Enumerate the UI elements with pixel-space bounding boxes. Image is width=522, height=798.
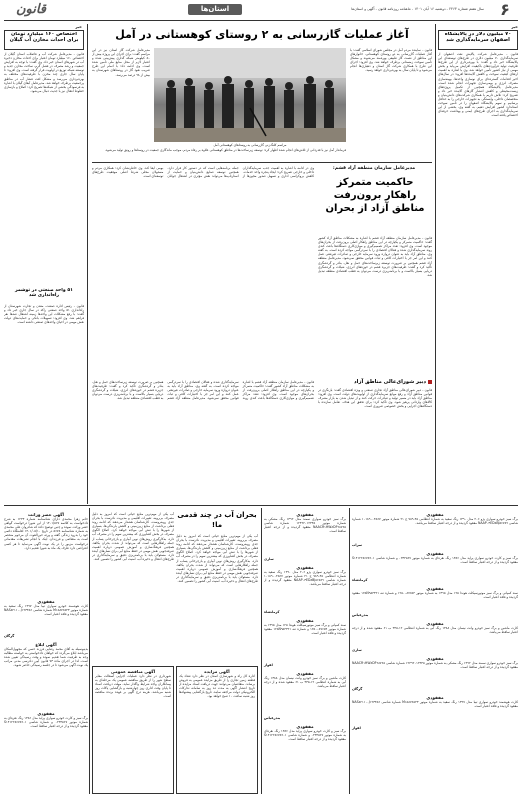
gas-pipeline-ceremony-photo	[154, 48, 346, 142]
lost-city: کرمانشاه	[264, 610, 280, 614]
lost-city: ساری	[264, 557, 274, 561]
masthead-rule	[4, 20, 518, 21]
lost-item: برگ سبز خودرو سواری سمند مدل ۱۳۹۲ رنگ مشکی به شماره موتور ۱۲۴۹۲۰۱۲۳۴۵ شماره شاسی NAACR۱HW۸DF۹۸۷۶۵ مفقود گردیده و از درجه اعتبار ساقط است.	[352, 661, 518, 670]
lost-city: بندرعباس	[264, 716, 281, 720]
main-story-title: آغاز عملیات گازرسانی به ۲ روستای کوهستانی در آمل	[115, 28, 409, 41]
essay-body-continued: آب یکی از مهم‌ترین منابع حیاتی است که امروز به دلیل مصرف بی‌رویه، تغییرات اقلیمی و مدیریت نادرست با بحران جدی روبه‌روست. کارشناسان هشدار می‌دهند که ادامه روند فعلی برداشت از منابع زیرزمینی و کاهش بارندگی‌ها، بسیاری از شهرها را با تنش آبی مواجه خواهد کرد. اصلاح الگوی مصرف در بخش کشاورزی که بیشترین سهم را در مصرف آب دارد، به‌کارگیری روش‌های نوین آبیاری و بازچرخانی پساب از جمله راهکارهایی است که می‌تواند از شدت بحران بکاهد. همچنین فرهنگ‌سازی و آموزش عمومی درباره اهمیت صرفه‌جویی نقش مهمی در حفظ منابع آبی برای نسل‌های آینده دارد. مسئولان باید با برنامه‌ریزی دقیق و سرمایه‌گذاری در طرح‌های انتقال و ذخیره آب، امنیت آبی کشور را تضمین کنند.	[176, 534, 258, 584]
lost-item: برگ سبز خودرو سواری پژو ۲۰۶ مدل ۱۳۹۰ رنگ سفید به شماره انتظامی ۴۵-۷۸۹ ج ۲۱ شماره موتور ۱۰۱۸۹۰۰۴۵۶۷ شماره شاسی NAAP۰۳ED۸BJ۵۶۷۸۹ مفقود گردیده و از درجه اعتبار ساقط می‌باشد.	[264, 570, 346, 587]
lost-city: ساری	[352, 648, 362, 652]
ad-body: خانم زهرا محمدی دارای شناسنامه شماره ۱۲۳۴ به شرح دادخواست به کلاسه ۱۴۰۱/۵۶۷ از این شورا درخواست گواهی حصر وراثت نموده و چنین توضیح داده که شادروان علی محمدی به شماره شناسنامه ۵۶۷۸ در تاریخ ۱۴۰۱/۰۵/۱۰ اقامتگاه دائمی خود را بدرود زندگی گفته و ورثه حین‌الفوت آن مرحوم منحصر است به متقاضی و فرزندان. اینک با انجام تشریفات مقدماتی درخواست مزبور را در یک نوبت آگهی می‌نماید تا هر کسی اعتراضی دارد ظرف یک ماه به شورا تقدیم دارد.	[4, 517, 88, 550]
lost-item: برگ سبز خودرو سواری سمند مدل ۱۳۹۲ رنگ مشکی به شماره موتور ۱۲۴۹۲۰۱۲۳۴۵ شماره شاسی NAACR۱HW۸DF۹۸۷۶۵ مفقود گردیده و از درجه اعتبار ساقط است.	[264, 517, 346, 534]
masthead-logo: قانون	[15, 2, 46, 17]
lost-heading: مفقودی	[296, 565, 314, 570]
lost-item: کارت هوشمند خودرو سواری تیبا مدل ۱۳۹۷ رنگ سفید به شماره موتور M۱۵۸۷۶۵۴۳ شماره شاسی NAS۸۲۱۱۰۰J۱۲۳۴۵۶ مفقود گردیده و فاقد اعتبار است.	[4, 604, 88, 617]
page-mid-rule	[4, 505, 518, 506]
main-story-body-a: قانون - نماینده مردم آمل در مجلس شورای اسلامی گفت: با آغاز عملیات گازرسانی به دو روستای کوهستانی، خانوارهای این مناطق از نعمت گاز طبیعی بهره‌مند می‌شوند و مشکل تأمین سوخت زمستانی برطرف خواهد شد. وی افزود: اجرای این طرح با همکاری شرکت گاز استان و دهیاری‌ها انجام می‌شود و تا پایان سال به بهره‌برداری خواهد رسید.	[350, 48, 432, 73]
lost-item: سند کمپانی و برگ سبز موتورسیکلت هوندا ۱۲۵ مدل ۱۳۹۵ به شماره موتور ۱۲۵۰۰۸۷۶۵۴ و شماره تنه ۱۲۵N۹۵۴۳۲۱ مفقود گردیده و فاقد اعتبار است.	[264, 623, 346, 636]
lost-heading: مفقودی	[426, 586, 444, 591]
essay-title: بحران آب در چند قدمی ما!	[177, 511, 257, 529]
right-column-body: قانون - مدیرعامل شرکت پالایش نفت اصفهان از سرمایه‌گذاری ۷۰ میلیون دلاری در طرح‌های توسعه‌ای این پالایشگاه خبر داد و گفت: با بهره‌برداری از این طرح‌ها ظرفیت تولید فرآورده‌های باکیفیت افزایش می‌یابد و بخش مهمی از نیاز کشور تأمین خواهد شد. وی با اشاره به اهمیت ارتقای کیفیت سوخت و کاهش آلاینده‌ها افزود: در سال‌های اخیر اقدامات گسترده‌ای برای نوسازی واحدها، بهینه‌سازی مصرف انرژی و بومی‌سازی تجهیزات انجام شده است. مدیرعامل پالایشگاه همچنین از تکمیل پروژه‌های زیست‌محیطی و کاهش انتشار گازهای آلاینده خبر داد و تصریح کرد: تلاش داریم با همکاری شرکت‌های دانش‌بنیان و متخصصان داخلی، وابستگی به تجهیزات خارجی را به حداقل برسانیم و سهم پالایشگاه اصفهان را در تأمین سوخت استاندارد کشور افزایش دهیم. به گفته وی، بخشی از این سرمایه‌گذاری به اجرای طرح‌های ایمنی و بهداشت حرفه‌ای اختصاص یافته است.	[438, 52, 518, 118]
ad-body: اداره کل راه و شهرسازی استان در نظر دارد تعداد یک قطعه زمین تجاری را از طریق مزایده عمومی به فروش برساند. متقاضیان می‌توانند جهت دریافت اسناد مزایده از تاریخ انتشار آگهی به مدت ده روز به سامانه تدارکات الکترونیکی دولت مراجعه نمایند. تاریخ بازگشایی پیشنهادها روز شنبه ساعت ۱۰ صبح خواهد بود.	[179, 674, 255, 699]
lost-item: کارت ماشین و برگ سبز خودرو وانت نیسان مدل ۱۳۸۸ رنگ آبی به شماره انتظامی ۱۲-۳۴۵ ب ۶۱ مفقود شده و از درجه اعتبار ساقط می‌باشد.	[352, 626, 518, 635]
left-column-title-2: ۵۱ واحد صنعتی در توشمر راه‌اندازی شد	[15, 288, 73, 299]
lost-city: گرگان	[4, 634, 15, 638]
interview-kicker: مدیرعامل سازمان منطقه آزاد قشم:	[332, 166, 416, 171]
column-rule-lower-1	[349, 508, 350, 794]
lost-heading: مفقودی	[426, 695, 444, 700]
right-column-kicker: خبر	[511, 24, 518, 29]
lost-heading: مفقودی	[426, 551, 444, 556]
lost-city: اهواز	[352, 726, 361, 730]
interview-body-2: وی در ادامه با اشاره به اهمیت جذب سرمایه‌گذاران داخلی و خارجی تصریح کرد: ایجاد پنجره واحد خدمات، کاهش بروکراسی اداری و تسهیل صدور مجوزها از جمله برنامه‌هایی است که در دستور کار قرار دارد. همچنین توسعه صنایع دانش‌بنیان و حمایت از استارتاپ‌ها می‌تواند نقش مؤثری در اشتغال جوانان بومی ایفا کند. وی خاطرنشان کرد: همکاری مردم و مسئولان محلی شرط اصلی موفقیت طرح‌های توسعه‌ای است.	[92, 166, 314, 179]
main-story-rule	[92, 162, 432, 163]
main-story-caption: مراسم کلنگ‌زنی گازرسانی به روستاهای کوهستانی آمل	[213, 143, 287, 147]
ad-heading: آگهی مناقصه عمومی	[110, 669, 156, 674]
lost-item: برگ سبز و کارت خودرو سواری پراید مدل ۱۳۸۶ رنگ نقره‌ای به شماره موتور ۰۲۳۴۵۶۷ و شماره شاسی S۱۴۱۲۲۸۶۷۸۹۰۱ مفقود گردیده و از درجه اعتبار ساقط است.	[264, 729, 346, 742]
main-story-body-b: مدیرعامل شرکت گاز استان نیز در این مراسم گفت: برای اجرای این پروژه بیش از ۵۰ کیلومتر شبکه گذاری پیش‌بینی شده و اعتبار لازم از محل منابع ملی تأمین شده است. وی ادامه داد: با اتمام این طرح ضریب نفوذ گاز در روستاهای شهرستان به بیش از ۹۸ درصد می‌رسد.	[92, 48, 150, 77]
sub-story-title: دبیر شورای‌عالی مناطق آزاد	[354, 379, 426, 385]
left-column-title: اختصاص ۱۶۰ میلیارد تومان برای احداث مخازن آب گیلان	[9, 32, 79, 43]
lost-item: کارت هوشمند خودرو سواری تیبا مدل ۱۳۹۷ رنگ سفید به شماره موتور M۱۵۸۷۶۵۴۳ شماره شاسی NAS۸۲۱۱۰۰J۱۲۳۴۵۶ مفقود گردیده و فاقد اعتبار است.	[352, 700, 518, 709]
lost-heading: مفقودی	[426, 656, 444, 661]
lost-heading: مفقودی	[296, 724, 314, 729]
lost-item: برگ سبز و کارت خودرو سواری پراید مدل ۱۳۸۶ رنگ نقره‌ای به شماره موتور ۰۲۳۴۵۶۷ و شماره شاسی S۱۴۱۲۲۸۶۷۸۹۰۱ مفقود گردیده و از درجه اعتبار ساقط است.	[352, 556, 518, 565]
masthead-info: سال هفتم شماره ۲۴۶۳ - دوشنبه ۱۶ آبان ۱۴۰۱ - ماهنامه روزنامه قانون - آگهی و استان‌ها	[351, 7, 484, 11]
column-rule-right	[435, 24, 436, 504]
column-rule-lower-2	[261, 508, 262, 794]
sub-story-body: قانون - دبیر شورای‌عالی مناطق آزاد تجاری صنعتی و ویژه اقتصادی گفت: بازنگری در قوانین مناطق آزاد و رفع موانع سرمایه‌گذاری از اولویت‌های دولت است. وی افزود: مناطق آزاد باید در مسیر تولید و صادرات حرکت کنند و از تبدیل شدن به بازار مصرف کالاهای وارداتی پرهیز شود. وی تأکید کرد: برای تحقق این هدف، تعامل سازنده با دستگاه‌های اجرایی و بخش خصوصی ضروری است.	[318, 388, 432, 409]
lost-heading: مفقودی	[37, 711, 55, 716]
lost-item: برگ سبز و کارت خودرو سواری پراید مدل ۱۳۸۶ رنگ نقره‌ای به شماره موتور ۰۲۳۴۵۶۷ و شماره شاسی S۱۴۱۲۲۸۶۷۸۹۰۱ مفقود گردیده و از درجه اعتبار ساقط است.	[4, 716, 88, 729]
lost-city: بندرعباس	[352, 613, 369, 617]
lost-city: گرگان	[352, 687, 363, 691]
lost-item: کارت ماشین و برگ سبز خودرو وانت نیسان مدل ۱۳۸۸ رنگ آبی به شماره انتظامی ۱۲-۳۴۵ ب ۶۱ مفقود شده و از درجه اعتبار ساقط می‌باشد.	[264, 676, 346, 689]
lost-heading: مفقودی	[426, 621, 444, 626]
interview-body: قانون - مدیرعامل سازمان منطقه آزاد قشم با اشاره به مشکلات مناطق آزاد کشور گفت: حاکمیت متمرکز و یکپارچه در این مناطق راهکار اصلی برون‌رفت از بحران‌های موجود است. وی افزود: تعدد مراکز تصمیم‌گیری و موازی‌کاری دستگاه‌ها باعث کندی روند سرمایه‌گذاری شده و فعالان اقتصادی را با سردرگمی مواجه کرده است. به گفته وی، مناطق آزاد باید به عنوان دروازه ورود سرمایه خارجی و صادرات غیرنفتی عمل کنند و این امر جز با اختیارات کافی و ثبات قوانین محقق نمی‌شود. مدیرعامل منطقه آزاد قشم همچنین بر ضرورت توسعه زیرساخت‌های حمل و نقل، بنادر و گردشگری تأکید کرد و گفت: ظرفیت‌های جزیره قشم در حوزه‌های انرژی، شیلات و گردشگری دریایی بسیار بالاست و با برنامه‌ریزی درست می‌توان به قطب اقتصادی منطقه تبدیل شد.	[318, 236, 432, 277]
ad-heading: آگهی حصر وراثت	[28, 512, 64, 517]
left-column-body-2: قانون - رئیس اداره صنعت، معدن و تجارت شهرستان از راه‌اندازی ۵۱ واحد صنعتی راکد در سال جاری خبر داد و گفت: با رفع مشکلات این واحدها زمینه اشتغال صدها نفر فراهم شد. وی افزود: تسهیلات بانکی و حمایت‌های دولت نقش مهمی در احیای واحدهای صنعتی داشته است.	[4, 304, 84, 325]
sub-story-marker	[428, 380, 432, 384]
right-column-title: ۷۰ میلیون دلار در پالایشگاه اصفهان سرمایه‌گذاری شد	[444, 32, 512, 43]
lost-heading: مفقودی	[296, 512, 314, 517]
lost-column-middle	[264, 510, 346, 794]
essay-body: آب یکی از مهم‌ترین منابع حیاتی است که امروز به دلیل مصرف بی‌رویه، تغییرات اقلیمی و مدیریت نادرست با بحران جدی روبه‌روست. کارشناسان هشدار می‌دهند که ادامه روند فعلی برداشت از منابع زیرزمینی و کاهش بارندگی‌ها، بسیاری از شهرها را با تنش آبی مواجه خواهد کرد. اصلاح الگوی مصرف در بخش کشاورزی که بیشترین سهم را در مصرف آب دارد، به‌کارگیری روش‌های نوین آبیاری و بازچرخانی پساب از جمله راهکارهایی است که می‌تواند از شدت بحران بکاهد. همچنین فرهنگ‌سازی و آموزش عمومی درباره اهمیت صرفه‌جویی نقش مهمی در حفظ منابع آبی برای نسل‌های آینده دارد. مسئولان باید با برنامه‌ریزی دقیق و سرمایه‌گذاری در طرح‌های انتقال و ذخیره آب، امنیت آبی کشور را تضمین کنند.	[92, 512, 174, 562]
left-column-body: قانون - مدیرعامل شرکت آب و فاضلاب استان گیلان از اختصاص ۱۶۰ میلیارد تومان اعتبار برای احداث مخازن ذخیره آب در شهرهای استان خبر داد. وی گفت: با توجه به افزایش جمعیت و رشد مصرف در فصل گرم، ساخت مخازن جدید و توسعه شبکه توزیع در اولویت قرار گرفته است. وی افزود: تا پایان سال جاری چند مخزن با ظرفیت‌های مختلف به بهره‌برداری می‌رسد و مشکل افت فشار آب در مناطق پرجمعیت برطرف خواهد شد. مدیرعامل آبفای گیلان با اشاره به فرسودگی بخشی از شبکه‌ها تصریح کرد: اصلاح و بازسازی خطوط انتقال نیز با جدیت دنبال می‌شود.	[4, 52, 84, 93]
lost-heading: مفقودی	[296, 671, 314, 676]
lost-item: سند کمپانی و برگ سبز موتورسیکلت هوندا ۱۲۵ مدل ۱۳۹۵ به شماره موتور ۱۲۵۰۰۸۷۶۵۴ و شماره تنه ۱۲۵N۹۵۴۳۲۱ مفقود گردیده و فاقد اعتبار است.	[352, 591, 518, 600]
lost-heading: مفقودی	[426, 512, 444, 517]
lost-heading: مفقودی	[296, 618, 314, 623]
interview-title: حاکمیت متمرکز راهکار برون‌رفت مناطق آزاد از بحران	[325, 177, 425, 214]
lost-city: سراب	[352, 543, 363, 547]
ad-box-2	[92, 666, 174, 794]
lost-heading: مفقودی	[37, 599, 55, 604]
ad-body: شهرداری در نظر دارد عملیات اجرایی آسفالت معابر سطح شهر را از طریق مناقصه عمومی یک مرحله‌ای به پیمانکاران واجد شرایط واگذار نماید. مهلت دریافت اسناد تا پایان وقت اداری روز چهارشنبه و بازگشایی پاکات روز شنبه می‌باشد. هزینه درج آگهی بر عهده برنده مناقصه است.	[95, 674, 171, 699]
ceremony-photo-figures	[154, 48, 346, 142]
sub-story-continuation: قانون - مدیرعامل سازمان منطقه آزاد قشم با اشاره به مشکلات مناطق آزاد کشور گفت: حاکمیت متمرکز و یکپارچه در این مناطق راهکار اصلی برون‌رفت از بحران‌های موجود است. وی افزود: تعدد مراکز تصمیم‌گیری و موازی‌کاری دستگاه‌ها باعث کندی روند سرمایه‌گذاری شده و فعالان اقتصادی را با سردرگمی مواجه کرده است. به گفته وی، مناطق آزاد باید به عنوان دروازه ورود سرمایه خارجی و صادرات غیرنفتی عمل کنند و این امر جز با اختیارات کافی و ثبات قوانین محقق نمی‌شود. مدیرعامل منطقه آزاد قشم همچنین بر ضرورت توسعه زیرساخت‌های حمل و نقل، بنادر و گردشگری تأکید کرد و گفت: ظرفیت‌های جزیره قشم در حوزه‌های انرژی، شیلات و گردشگری دریایی بسیار بالاست و با برنامه‌ریزی درست می‌توان به قطب اقتصادی منطقه تبدیل شد.	[92, 380, 314, 401]
ad-heading: آگهی ابلاغ	[35, 642, 57, 647]
lost-item: برگ سبز خودرو سواری پژو ۲۰۶ مدل ۱۳۹۰ رنگ سفید به شماره انتظامی ۴۵-۷۸۹ ج ۲۱ شماره موتور ۱۰۱۸۹۰۰۴۵۶۷ شماره شاسی NAAP۰۳ED۸BJ۵۶۷۸۹ مفقود گردیده و از درجه اعتبار ساقط می‌باشد.	[352, 517, 518, 526]
masthead-section: استان‌ها	[200, 5, 230, 13]
ad-body: بدینوسیله به آقای محمد رضایی فرزند حسن که مجهول‌المکان می‌باشد ابلاغ می‌گردد که خواهان دادخواستی به خواسته مطالبه وجه به طرفیت شما تقدیم نموده و وقت رسیدگی تعیین شده است. لذا در اجرای ماده ۷۳ قانون آیین دادرسی مدنی مراتب یک نوبت آگهی می‌شود تا در جلسه رسیدگی حاضر شوید.	[4, 647, 88, 668]
ad-column-left	[4, 510, 88, 794]
left-column-kicker: خبر	[75, 24, 82, 29]
page-number: ۶	[500, 0, 510, 19]
lost-city: کرمانشاه	[352, 578, 368, 582]
ad-heading: آگهی مزایده	[204, 669, 230, 674]
ad-box-1	[176, 666, 258, 794]
lost-column-right	[352, 510, 518, 794]
main-story-body-c: فرماندار آمل نیز با قدردانی از تلاش‌های انجام شده اظهار کرد: توسعه زیرساخت‌ها در مناطق کوهستانی علاوه بر رفاه مردم، موجب ماندگاری جمعیت در روستاها و رونق تولید می‌شود.	[104, 148, 346, 152]
column-rule-left	[87, 24, 88, 504]
column-rule-lower-3	[89, 508, 90, 794]
lost-city: اهواز	[264, 663, 273, 667]
